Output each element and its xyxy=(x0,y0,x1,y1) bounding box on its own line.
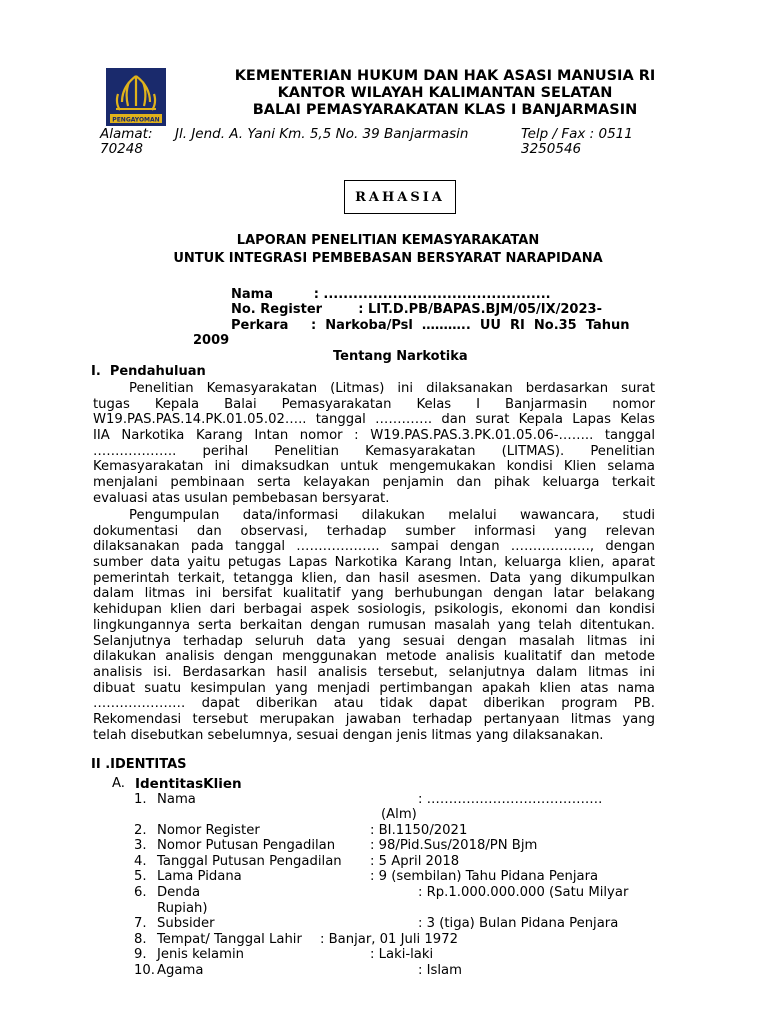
paragraph-data-collection xyxy=(93,508,655,743)
identity-item-label-tanggal-putusan: Tanggal Putusan Pengadilan xyxy=(157,854,342,869)
paragraph-line: dokumentasi dan observasi, terhadap sumber informasi yang relevan xyxy=(93,523,655,539)
paragraph-line: IIA Narkotika Karang Intan nomor : W19.PAS.PAS.3.PK.01.05.06-…….. tanggal xyxy=(93,428,655,444)
identity-item-value-agama: : Islam xyxy=(418,963,462,978)
paragraph-line: telah disebutkan sebelumnya, sesuai dengan jenis litmas yang dilaksanakan. xyxy=(93,727,604,743)
meta-nama: Nama : .............................................. xyxy=(231,287,551,302)
svg-text:PENGAYOMAN: PENGAYOMAN xyxy=(112,116,160,124)
address-label: Alamat: xyxy=(100,126,153,142)
identity-item-label-agama: Agama xyxy=(157,963,204,978)
identity-item-label-putusan: Nomor Putusan Pengadilan xyxy=(157,838,336,853)
identity-item-no: 6. xyxy=(134,885,147,900)
identity-item-value-ttl: : Banjar, 01 Juli 1972 xyxy=(320,932,458,947)
identity-item-label-lama-pidana: Lama Pidana xyxy=(157,869,242,884)
paragraph-line: ………………… dapat diberikan atau tidak dapat diberikan program PB. xyxy=(93,696,655,712)
paragraph-line: Rekomendasi tersebut merupakan jawaban terhadap pertanyaan litmas yang xyxy=(93,711,655,727)
identity-item-label-denda: Denda xyxy=(157,885,201,900)
identity-item-no: 5. xyxy=(134,869,147,884)
classification-stamp: RAHASIA xyxy=(344,180,456,214)
identity-item-value-denda-cont: Rupiah) xyxy=(157,901,208,916)
report-title-line2: UNTUK INTEGRASI PEMBEBASAN BERSYARAT NARAPIDANA xyxy=(173,251,603,266)
report-title-line1: LAPORAN PENELITIAN KEMASYARAKATAN xyxy=(236,233,540,248)
address-value: Jl. Jend. A. Yani Km. 5,5 No. 39 Banjarmasin xyxy=(175,126,469,142)
phone-label: Telp / Fax : 0511 xyxy=(521,126,633,142)
header-line-bapas: BALAI PEMASYARAKATAN KLAS I BANJARMASIN xyxy=(252,102,638,118)
identity-item-label-subsider: Subsider xyxy=(157,916,215,931)
identity-item-value-lama-pidana: : 9 (sembilan) Tahu Pidana Penjara xyxy=(370,869,599,884)
identity-item-no: 1. xyxy=(134,792,147,807)
identity-item-value-putusan: : 98/Pid.Sus/2018/PN Bjm xyxy=(370,838,538,853)
meta-tentang: Tentang Narkotika xyxy=(333,349,468,364)
identity-item-no: 9. xyxy=(134,947,147,962)
subsection-letter: A. xyxy=(112,776,125,791)
identity-item-value-register: : BI.1150/2021 xyxy=(370,823,468,838)
paragraph-line: W19.PAS.PAS.14.PK.01.05.02….. tanggal …………. dan surat Kepala Lapas Kelas xyxy=(93,412,655,428)
identity-item-label-ttl: Tempat/ Tanggal Lahir xyxy=(157,932,302,947)
paragraph-line: Pengumpulan data/informasi dilakukan melalui wawancara, studi xyxy=(129,508,655,523)
section-identitas-heading: II .IDENTITAS xyxy=(91,757,187,772)
paragraph-line: kehidupan klien dari berbagai aspek sosiologis, psikologis, ekonomi dan kondisi xyxy=(93,602,655,618)
paragraph-line: dilakukan analisis dengan menggunakan metode analisis kualitatif dan metode xyxy=(93,649,655,665)
identity-item-no: 3. xyxy=(134,838,147,853)
paragraph-line: Selanjutnya terhadap seluruh data yang sesuai dengan masalah litmas ini xyxy=(93,633,655,649)
pengayoman-emblem-icon xyxy=(106,68,166,126)
paragraph-line: Penelitian Kemasyarakatan (Litmas) ini dilaksanakan berdasarkan surat xyxy=(129,381,655,396)
meta-register: No. Register : LIT.D.PB/BAPAS.BJM/05/IX/2023- xyxy=(231,302,602,317)
identity-item-value-nama: : …………………………………. xyxy=(418,792,603,807)
identity-item-value-tanggal-putusan: : 5 April 2018 xyxy=(370,854,460,869)
identity-item-no: 7. xyxy=(134,916,147,931)
paragraph-line: tugas Kepala Balai Pemasyarakatan Kelas I Banjarmasin nomor xyxy=(93,396,655,412)
paragraph-line: pemerintah terkait, tetangga klien, dan hasil asesmen. Data yang dikumpulkan xyxy=(93,570,655,586)
identity-item-value-subsider: : 3 (tiga) Bulan Pidana Penjara xyxy=(418,916,619,931)
identity-item-label-nama: Nama xyxy=(157,792,196,807)
header-line-ministry: KEMENTERIAN HUKUM DAN HAK ASASI MANUSIA RI xyxy=(234,68,656,84)
paragraph-line: dilaksanakan pada tanggal ………………. sampai dengan ………………, dengan xyxy=(93,539,655,555)
paragraph-line: Kemasyarakatan ini dimaksudkan untuk mengemukakan kondisi Klien selama xyxy=(93,459,655,475)
paragraph-line: ………………. perihal Penelitian Kemasyarakatan (LITMAS). Penelitian xyxy=(93,443,655,459)
meta-perkara-year: 2009 xyxy=(193,333,230,348)
pengayoman-logo xyxy=(106,68,166,126)
paragraph-line: sumber data yaitu petugas Lapas Narkotika Karang Intan, keluarga klien, aparat xyxy=(93,555,655,571)
paragraph-line: lingkungannya serta berkaitan dengan rumusan masalah yang telah ditentukan. xyxy=(93,617,655,633)
identity-item-no: 4. xyxy=(134,854,147,869)
paragraph-line: evaluasi atas usulan pembebasan bersyarat. xyxy=(93,490,390,506)
subsection-identitas-klien: IdentitasKlien xyxy=(135,776,242,792)
identity-item-value-nama-cont: (Alm) xyxy=(381,807,417,822)
section-pendahuluan-heading: I. Pendahuluan xyxy=(91,364,206,379)
identity-item-no: 8. xyxy=(134,932,147,947)
paragraph-line: menjalani pembinaan serta kelayakan penjamin dan pihak keluarga terkait xyxy=(93,475,655,491)
header-line-regional-office: KANTOR WILAYAH KALIMANTAN SELATAN xyxy=(277,85,613,101)
meta-perkara: Perkara : Narkoba/Psl ……….. UU RI No.35 Tahun xyxy=(231,318,630,333)
identity-item-label-register: Nomor Register xyxy=(157,823,260,838)
identity-item-label-jenis-kelamin: Jenis kelamin xyxy=(157,947,244,962)
identity-item-value-jenis-kelamin: : Laki-laki xyxy=(370,947,434,962)
paragraph-line: analisis isi. Berdasarkan hasil analisis tersebut, selanjutnya dalam litmas ini xyxy=(93,664,655,680)
paragraph-line: dibuat suatu kesimpulan yang menjadi pertimbangan apakah klien atas nama xyxy=(93,680,655,696)
paragraph-line: dalam litmas ini bersifat kualitatif yang berhubungan dengan latar belakang xyxy=(93,586,655,602)
address-postcode: 70248 xyxy=(100,141,143,157)
identity-item-no: 2. xyxy=(134,823,147,838)
paragraph-litmas-basis xyxy=(93,381,655,507)
phone-value: 3250546 xyxy=(521,141,582,157)
identity-item-value-denda: : Rp.1.000.000.000 (Satu Milyar xyxy=(418,885,629,900)
identity-item-no: 10. xyxy=(134,963,155,978)
